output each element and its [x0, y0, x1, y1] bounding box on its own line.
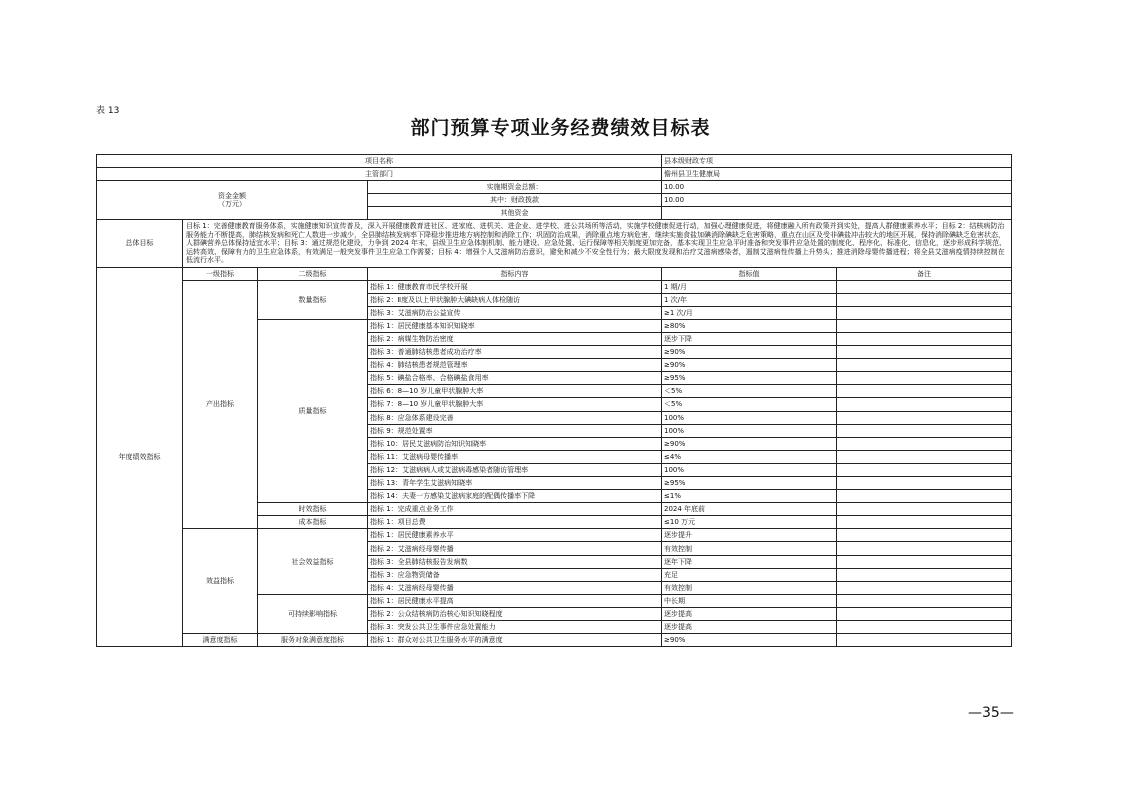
output-indicators-label: 产出指标 [183, 280, 258, 529]
quality-indicators-label: 质量指标 [258, 319, 368, 502]
indicator-value: ＜5% [662, 385, 837, 398]
indicator-content: 指标 4：肺结核患者规范管理率 [368, 359, 662, 372]
table-label: 表 13 [96, 106, 120, 116]
indicator-remark [837, 359, 1012, 372]
indicator-value: 逐步下降 [662, 332, 837, 345]
quantity-indicators-label: 数量指标 [258, 280, 368, 319]
indicator-content: 指标 13：青年学生艾滋病知晓率 [368, 477, 662, 490]
project-name-value: 县本级财政专项 [662, 155, 1012, 168]
social-benefit-label: 社会效益指标 [258, 529, 368, 594]
indicator-remark [837, 372, 1012, 385]
indicator-remark [837, 594, 1012, 607]
indicator-value: 有效控制 [662, 542, 837, 555]
indicator-content: 指标 2：病媒生物防治密度 [368, 332, 662, 345]
indicator-content: 指标 6：8—10 岁儿童甲状腺肿大率 [368, 385, 662, 398]
indicator-remark [837, 293, 1012, 306]
indicator-content: 指标 9：规范处置率 [368, 424, 662, 437]
indicator-remark [837, 385, 1012, 398]
indicator-content: 指标 12：艾滋病病人或艾滋病毒感染者随访管理率 [368, 463, 662, 476]
indicator-remark [837, 450, 1012, 463]
indicator-value: 逐步提高 [662, 607, 837, 620]
indicator-remark [837, 306, 1012, 319]
sustainability-label: 可持续影响指标 [258, 594, 368, 633]
indicator-content: 指标 10：居民艾滋病防治知识知晓率 [368, 437, 662, 450]
indicator-value: 逐年下降 [662, 555, 837, 568]
indicator-remark [837, 490, 1012, 503]
indicator-remark [837, 463, 1012, 476]
funds-label [97, 181, 368, 220]
department-label: 主管部门 [97, 168, 662, 181]
service-satisfaction-label: 服务对象满意度指标 [258, 634, 368, 647]
indicator-value: 2024 年底前 [662, 503, 837, 516]
indicator-remark [837, 581, 1012, 594]
indicator-remark [837, 346, 1012, 359]
indicator-value: ≥95% [662, 372, 837, 385]
indicator-remark [837, 621, 1012, 634]
timeliness-indicators-label: 时效指标 [258, 503, 368, 516]
indicator-remark [837, 280, 1012, 293]
indicator-value: ≥1 次/月 [662, 306, 837, 319]
overall-goal-text: 目标 1：完善健康教育服务体系，实施健康知识宣传普及，深入开展健康教育进社区、进家庭、进机关、进企业、进学校、进公共场所等活动，实施学校健康促进行动，加强心理健康促进，将健康融入所有政策并到实处，提高人群健康素养水平；目标 2：结核病防治服务能力不断提高，肺结核发病和死亡人数进一步减少，全县肺结核发病率下降稳步推进地方病控制和消除工作；巩固防治成果，消除重点地方病危害，继续实施食盐加碘消除碘缺乏危害策略，重点在山区及受非碘盐冲击较大的地区开展，保持消除碘缺乏危害状态，人群碘营养总体保持适宜水平；目标 3：通过规范化建设，力争到 2024 年末，县级卫生应急体制机制、能力建设、应急处置、运行保障等相关制度更加完备，基本实现卫生应急平时准备和突发事件应急处置的制度化、程序化、标准化、信息化，逐步形成科学规范、运转高效、保障有力的卫生应急体系，有效满足一般突发事件卫生应急工作需要；目标 4：增强个人艾滋病防治意识，避免和减少不安全性行为；最大限度发现和治疗艾滋病感染者，遏制艾滋病性传播上升势头；推进消除母婴传播进程；将全县艾滋病疫情持续控制在低流行水平。 [183, 220, 1012, 267]
overall-goal-label: 总体目标 [97, 220, 183, 267]
funds-unit: （万元） [218, 200, 246, 209]
project-name-label: 项目名称 [97, 155, 662, 168]
cost-indicators-label: 成本指标 [258, 516, 368, 529]
indicator-remark [837, 398, 1012, 411]
indicator-remark [837, 529, 1012, 542]
indicator-remark [837, 503, 1012, 516]
indicator-value: 100% [662, 463, 837, 476]
benefit-indicators-label: 效益指标 [183, 529, 258, 634]
indicator-content: 指标 5：碘盐合格率、合格碘盐食用率 [368, 372, 662, 385]
indicator-remark [837, 516, 1012, 529]
indicator-content: 指标 1：居民健康基本知识知晓率 [368, 319, 662, 332]
page-title: 部门预算专项业务经费绩效目标表 [410, 117, 711, 139]
indicator-content: 指标 1：群众对公共卫生服务水平的满意度 [368, 634, 662, 647]
fiscal-funds-value: 10.00 [662, 194, 1012, 207]
indicator-value: 逐步提高 [662, 621, 837, 634]
indicator-value: ≤10 万元 [662, 516, 837, 529]
funds-label-text: 资金金额 [218, 192, 246, 201]
indicator-value: 充足 [662, 568, 837, 581]
header-remark: 备注 [837, 267, 1012, 280]
indicator-content: 指标 7：8—10 岁儿童甲状腺肿大率 [368, 398, 662, 411]
indicator-remark [837, 424, 1012, 437]
indicator-content: 指标 8：应急体系建设完善 [368, 411, 662, 424]
indicator-value: ≥90% [662, 437, 837, 450]
indicator-content: 指标 3：艾滋病防治公益宣传 [368, 306, 662, 319]
page-number: —35— [968, 705, 1014, 721]
indicator-value: 中长期 [662, 594, 837, 607]
indicator-value: ＜5% [662, 398, 837, 411]
indicator-content: 指标 1：健康教育市民学校开展 [368, 280, 662, 293]
indicator-value: ≥95% [662, 477, 837, 490]
indicator-row [97, 529, 1012, 542]
indicator-value: 有效控制 [662, 581, 837, 594]
indicator-content: 指标 2：公众结核病防治核心知识知晓程度 [368, 607, 662, 620]
indicator-content: 指标 1：完成重点业务工作 [368, 503, 662, 516]
header-level2: 二级指标 [258, 267, 368, 280]
indicator-remark [837, 555, 1012, 568]
header-level1: 一级指标 [183, 267, 258, 280]
indicator-remark [837, 319, 1012, 332]
department-value: 儋州县卫生健康局 [662, 168, 1012, 181]
indicator-value: ≥90% [662, 359, 837, 372]
other-funds-label: 其他资金 [368, 207, 662, 220]
indicator-remark [837, 568, 1012, 581]
indicator-remark [837, 477, 1012, 490]
other-funds-value [662, 207, 1012, 220]
indicator-row [97, 634, 1012, 647]
total-funds-label: 实施期资金总额： [368, 181, 662, 194]
performance-table [96, 154, 1012, 647]
indicator-remark [837, 411, 1012, 424]
indicator-value: ≥90% [662, 634, 837, 647]
indicator-remark [837, 634, 1012, 647]
indicator-value: ≥90% [662, 346, 837, 359]
indicator-value: 100% [662, 424, 837, 437]
indicator-value: 逐步提升 [662, 529, 837, 542]
indicator-value: ≤1% [662, 490, 837, 503]
satisfaction-indicators-label: 满意度指标 [183, 634, 258, 647]
annual-indicators-label: 年度绩效指标 [97, 267, 183, 647]
indicator-content: 指标 1：居民健康水平提高 [368, 594, 662, 607]
fiscal-funds-label: 其中：财政拨款 [368, 194, 662, 207]
indicator-remark [837, 332, 1012, 345]
indicator-remark [837, 437, 1012, 450]
total-funds-value: 10.00 [662, 181, 1012, 194]
indicator-remark [837, 542, 1012, 555]
indicator-content: 指标 3：应急物资储备 [368, 568, 662, 581]
indicator-value: ≤4% [662, 450, 837, 463]
header-value: 指标值 [662, 267, 837, 280]
indicator-content: 指标 14：夫妻一方感染艾滋病家庭的配偶传播率下降 [368, 490, 662, 503]
indicator-content: 指标 3：普通肺结核患者成功治疗率 [368, 346, 662, 359]
indicator-content: 指标 4：艾滋病经母婴传播 [368, 581, 662, 594]
indicator-content: 指标 2：Ⅱ度及以上甲状腺肿大碘缺病人体检随访 [368, 293, 662, 306]
indicator-value: 1 期/月 [662, 280, 837, 293]
indicator-row [97, 280, 1012, 293]
indicator-content: 指标 3：全县肺结核报告发病数 [368, 555, 662, 568]
indicator-content: 指标 2：艾滋病经母婴传播 [368, 542, 662, 555]
header-content: 指标内容 [368, 267, 662, 280]
indicator-content: 指标 11：艾滋病母婴传播率 [368, 450, 662, 463]
indicator-value: 100% [662, 411, 837, 424]
indicator-content: 指标 1：居民健康素养水平 [368, 529, 662, 542]
indicator-value: 1 次/年 [662, 293, 837, 306]
indicator-content: 指标 1：项目总费 [368, 516, 662, 529]
indicator-remark [837, 607, 1012, 620]
indicator-value: ≥80% [662, 319, 837, 332]
indicator-content: 指标 3：突发公共卫生事件应急处置能力 [368, 621, 662, 634]
